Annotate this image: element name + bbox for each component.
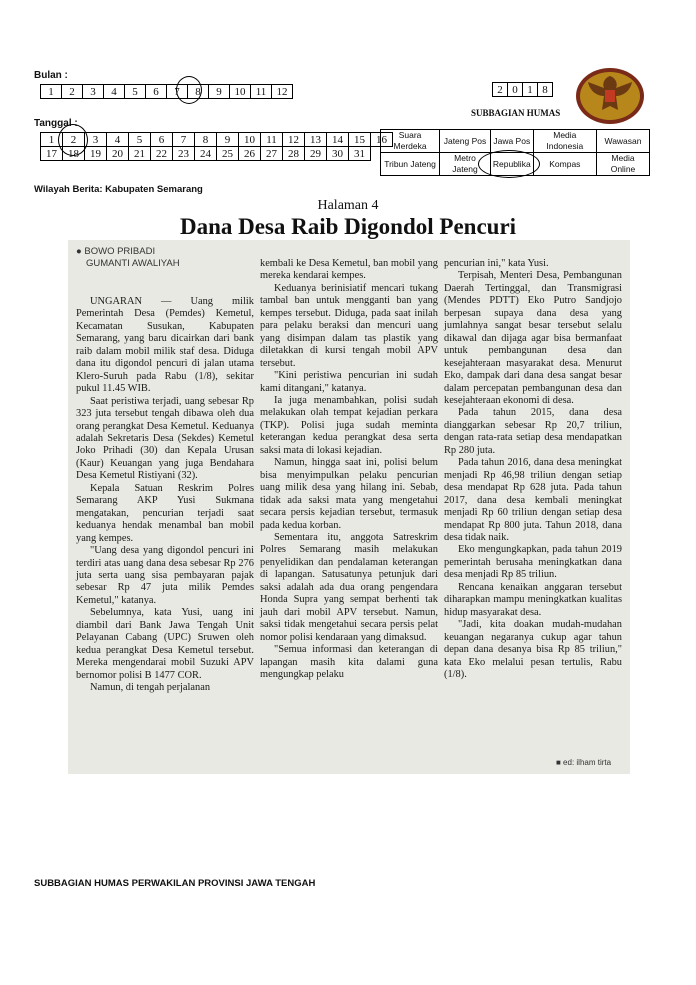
month-cell: 8 [188,85,209,99]
year-digit-cell: 1 [523,83,538,97]
month-cell: 7 [167,85,188,99]
date-cell: 21 [129,147,151,161]
article-headline: Dana Desa Raib Digondol Pencuri [179,214,517,239]
article-paragraph: Pada tahun 2015, dana desa dianggarkan sebesar Rp 20,7 triliun, dengan rata-rata setiap desa mendapatkan Rp 280 juta. [444,407,622,456]
date-cell: 7 [173,133,195,147]
article-paragraph: Rencana kenaikan anggaran tersebut diharapkan mampu meningkatkan kualitas hidup masyarakat desa. [444,581,622,618]
selected-month-circle [176,76,202,104]
region-label: Wilayah Berita: Kabupaten Semarang [34,184,203,195]
month-cell: 12 [272,85,293,99]
article-paragraph: Terpisah, Menteri Desa, Pembangunan Daerah Tertinggal, dan Transmigrasi (Mendes PDTT) Eko Putro Sandjojo berpesan supaya dana desa yang jumlahnya sangat besar tersebut selalu dikawal dan dijaga agar bisa bermanfaat untuk pembangunan desa dan kesejahteraan masyarakat desa. Menurut Eko, dampak dari dana desa sangat besar dalam percepatan pembangunan desa dan kesejahteraan ekonomi di desa. [444,270,622,406]
article-paragraph: UNGARAN — Uang milik Pemerintah Desa (Pemdes) Kemetul, Kecamatan Susukan, Kabupaten Semarang, yang baru dicairkan dari bank raib dalam mobil milik staf desa. Diduga dana itu digondol pencuri di jalan utama Klero-Suruh pada Rabu (1/8), sekitar pukul 11.45 WIB. [76,296,254,395]
month-cell: 5 [125,85,146,99]
article-paragraph: Namun, hingga saat ini, polisi belum bisa menyimpulkan pelaku pencurian uang milik desa yang hilang ini. Sebab, tidak ada saksi mata yang mengetahui secara persis kejadian tersebut, termasuk pada kedua korban. [260,457,438,531]
date-cell: 23 [173,147,195,161]
article-paragraph: "Kini peristiwa pencurian ini sudah kami ditangani," katanya. [260,370,438,394]
article-column-2 [260,258,438,681]
date-cell: 5 [129,133,151,147]
page-number: Halaman 4 [317,198,379,213]
month-grid [40,84,293,99]
month-cell: 4 [104,85,125,99]
date-cell: 1 [41,133,63,147]
selected-media-circle [478,150,540,178]
year-box [492,82,553,97]
date-cell: 24 [195,147,217,161]
year-digit-cell: 8 [538,83,553,97]
date-grid [40,132,393,161]
media-cell: Tribun Jateng [381,153,440,176]
date-cell: 25 [217,147,239,161]
date-cell: 29 [305,147,327,161]
month-cell: 3 [83,85,104,99]
date-cell: 31 [349,147,371,161]
article-paragraph: "Uang desa yang digondol pencuri ini terdiri atas uang dana desa sebesar Rp 276 juta serta uang sisa pembayaran pajak sebesar Rp 47 juta milik Pemdes Kemetul," katanya. [76,545,254,606]
article-paragraph: Pada tahun 2016, dana desa meningkat menjadi Rp 46,98 triliun dengan setiap desa mendapat Rp 628 juta. Pada tahun 2017, dana desa kembali meningkat menjadi Rp 60 triliun dengan setiap desa mendapat Rp 800 juta. Tahun 2018, dana desa tidak naik. [444,457,622,543]
article-paragraph: Eko mengungkapkan, pada tahun 2019 pemerintah berusaha meningkatkan dana desa menjadi Rp 85 triliun. [444,544,622,581]
byline-1: ● BOWO PRIBADI [76,246,156,257]
date-cell: 14 [327,133,349,147]
media-cell: Suara Merdeka [381,130,440,153]
date-cell: 11 [261,133,283,147]
date-cell: 3 [85,133,107,147]
date-cell: 28 [283,147,305,161]
month-cell: 1 [41,85,62,99]
article-paragraph: Kepala Satuan Reskrim Polres Semarang AKP Yusi Sukmana mengatakan, pencurian terjadi saat keduanya hendak menambal ban mobil yang kempes. [76,482,254,544]
date-cell: 22 [151,147,173,161]
date-cell: 15 [349,133,371,147]
year-digit-cell: 0 [508,83,523,97]
media-cell: Wawasan [596,130,649,153]
byline-2: GUMANTI AWALIYAH [86,258,180,269]
date-cell: 27 [261,147,283,161]
media-cell: Media Online [596,153,649,176]
date-cell: 9 [217,133,239,147]
article-paragraph: Sementara itu, anggota Satreskrim Polres Semarang masih melakukan penyelidikan dan pendalaman keterangan di lapangan. Satusatunya petunjuk dari saksi adalah ada dua orang pengendara Honda Supra yang sempat berhenti tak jauh dari mobil APV tersebut. Namun, saksi tidak mengetahui secara persis pelat nomor polisi kendaraan yang dimaksud. [260,531,438,643]
article-column-1 [76,296,254,695]
article-paragraph: Namun, di tengah perjalanan [90,682,211,694]
article-paragraph: "Jadi, kita doakan mudah-mudahan keuangan negaranya cukup agar tahun depan dana desanya bisa Rp 85 triliun," kata Eko melalui pesan tertulis, Rabu (1/8). [444,619,622,680]
tanggal-label: Tanggal : [34,118,78,129]
date-cell: 20 [107,147,129,161]
selected-date-circle [58,124,88,156]
month-cell: 10 [230,85,251,99]
media-cell: Jawa Pos [490,130,533,153]
date-cell: 18 [63,147,85,161]
footer-text: SUBBAGIAN HUMAS PERWAKILAN PROVINSI JAWA TENGAH [34,878,316,889]
editor-credit: ■ ed: ilham tirta [556,758,612,767]
date-cell: 6 [151,133,173,147]
date-cell: 16 [371,133,393,147]
date-cell: 19 [85,147,107,161]
garuda-emblem-icon [574,66,646,126]
article-paragraph: kembali ke Desa Kemetul, ban mobil yang mereka kendarai kempes. [260,258,438,282]
article-paragraph: Sebelumnya, kata Yusi, uang ini diambil dari Bank Jawa Tengah Unit Pelayanan Cabang (UPC) Sruwen oleh kedua perangkat Desa Kemetul tersebut. Mereka mengendarai mobil Suzuki APV bernomor polisi B 1477 COR. [76,607,254,681]
year-digit-cell: 2 [493,83,508,97]
article-paragraph: Ia juga menambahkan, polisi sudah melakukan olah tempat kejadian perkara (TKP). Polisi juga sudah meminta keterangan kedua perangkat desa serta saksi mata di lokasi kejadian. [260,394,438,456]
month-cell: 9 [209,85,230,99]
media-cell: Jateng Pos [440,130,491,153]
bulan-label: Bulan : [34,70,68,81]
article-paragraph: Saat peristiwa terjadi, uang sebesar Rp 323 juta tersebut tengah dibawa oleh dua orang perangkat Desa Kemetul. Keduanya adalah Sekretaris Desa (Sekdes) Kemetul Joko Prihadi (30) dan Kepala Urusan (Kaur) Keuangan yang juga Bendahara Desa Kemetul Ristiyani (32). [76,395,254,482]
date-cell: 10 [239,133,261,147]
article-paragraph: Keduanya berinisiatif mencari tukang tambal ban untuk mengganti ban yang kempes tersebut. Diduga, pada saat inilah para pelaku beraksi dan mencuri uang yang disimpan dalam tas plastik yang diletakkan di kursi tengah mobil APV tersebut. [260,282,438,369]
media-cell: Metro Jateng [440,153,491,176]
article-column-3 [444,258,622,681]
month-cell: 11 [251,85,272,99]
date-cell: 17 [41,147,63,161]
month-cell: 6 [146,85,167,99]
date-cell: 26 [239,147,261,161]
month-cell: 2 [62,85,83,99]
media-cell: Media Indonesia [533,130,596,153]
date-cell: 2 [63,133,85,147]
date-cell: 8 [195,133,217,147]
date-cell: 30 [327,147,349,161]
media-cell: Republika [490,153,533,176]
date-cell: 4 [107,133,129,147]
article-paragraph: pencurian ini," kata Yusi. [444,258,549,269]
media-cell: Kompas [533,153,596,176]
date-cell: 13 [305,133,327,147]
article-paragraph: "Semua informasi dan keterangan di lapangan masih kita dalami guna mengungkap pelaku [260,644,438,680]
date-cell: 12 [283,133,305,147]
department-label: SUBBAGIAN HUMAS [471,108,561,118]
